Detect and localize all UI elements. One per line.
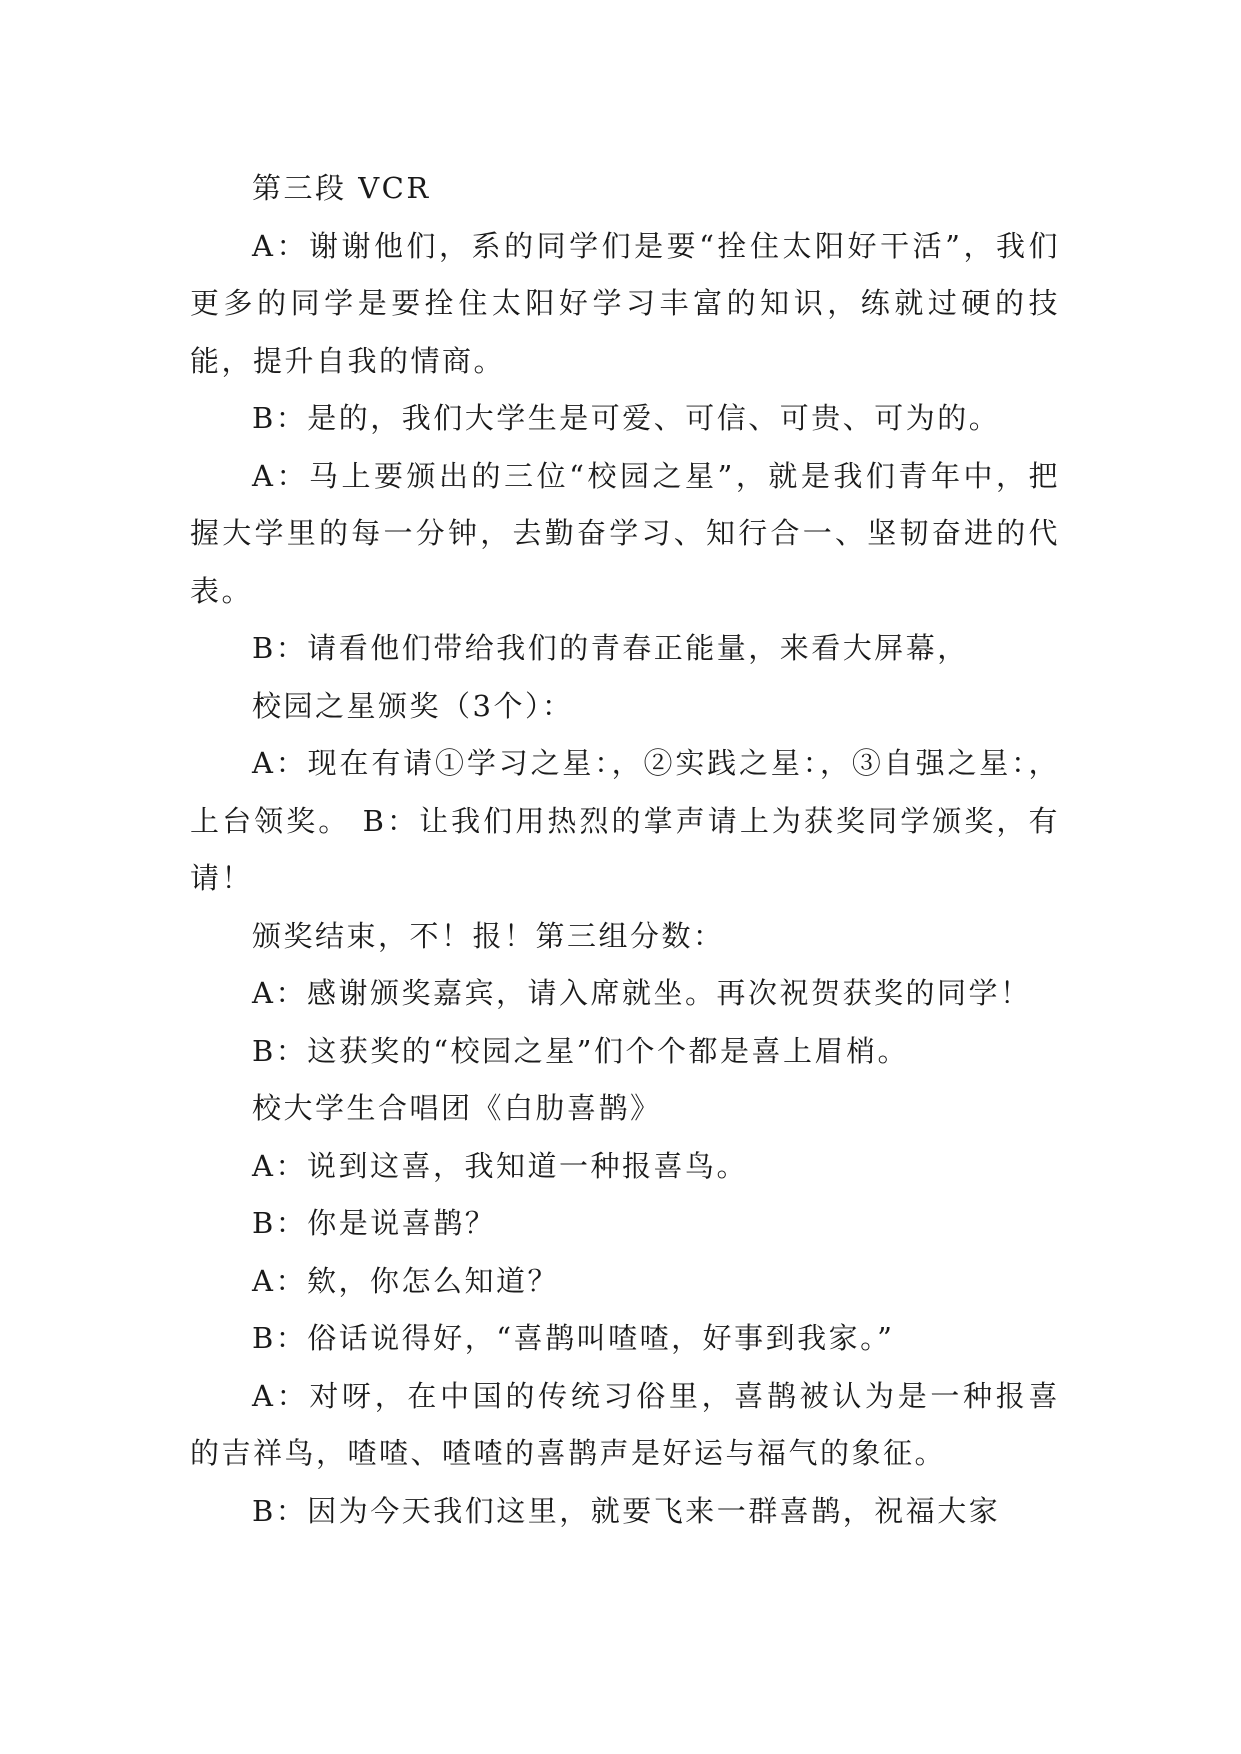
paragraph-program-item: 颁奖结束，不！报！第三组分数： [252,918,725,953]
paragraph-dialogue: A：马上要颁出的三位“校园之星”，就是我们青年中，把握大学里的每一分钟，去勤奋学习、知行合一、坚韧奋进的代表。 [190,458,1060,608]
paragraph-dialogue: A：感谢颁奖嘉宾，请入席就坐。再次祝贺获奖的同学！ [252,976,1032,1010]
paragraph-section-title: 第三段 VCR [252,171,431,205]
paragraph-program-item: 校大学生合唱团《白肋喜鹊》 [252,1091,662,1125]
paragraph-dialogue: A：谢谢他们，系的同学们是要“拴住太阳好干活”，我们更多的同学是要拴住太阳好学习丰富的知识，练就过硬的技能，提升自我的情商。 [190,228,1060,378]
paragraph-dialogue: A：现在有请①学习之星：，②实践之星：，③自强之星：，上台领奖。 B：让我们用热烈的掌声请上为获奖同学颁奖，有请！ [190,746,1060,895]
paragraph-dialogue: B：是的，我们大学生是可爱、可信、可贵、可为的。 [252,401,1001,435]
paragraph-dialogue: B：请看他们带给我们的青春正能量，来看大屏幕， [252,631,969,665]
paragraph-dialogue: B：这获奖的“校园之星”们个个都是喜上眉梢。 [252,1033,909,1068]
paragraph-dialogue: A：欸，你怎么知道？ [252,1263,559,1298]
paragraph-dialogue: A：对呀，在中国的传统习俗里，喜鹊被认为是一种报喜的吉祥鸟，喳喳、喳喳的喜鹊声是好运与福气的象征。 [190,1378,1060,1470]
paragraph-dialogue: B：俗话说得好，“喜鹊叫喳喳，好事到我家。” [252,1321,895,1355]
document-body [190,160,1060,1540]
paragraph-dialogue: A：说到这喜，我知道一种报喜鸟。 [252,1148,748,1183]
paragraph-dialogue: B：你是说喜鹊？ [252,1206,497,1240]
paragraph-dialogue: B：因为今天我们这里，就要飞来一群喜鹊，祝福大家 [252,1493,1001,1528]
paragraph-program-item: 校园之星颁奖（3个）： [252,688,574,723]
